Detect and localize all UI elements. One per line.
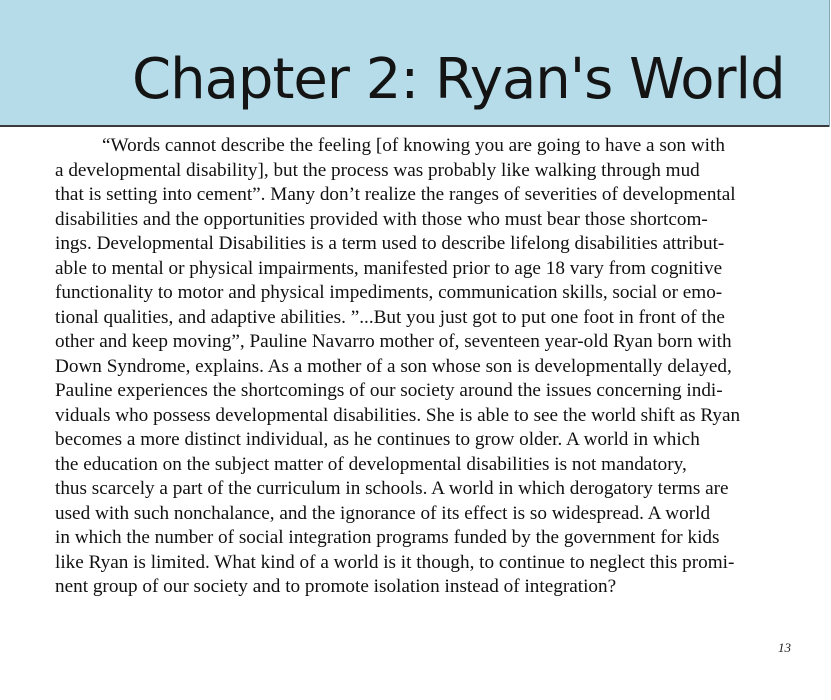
text-line: disabilities and the opportunities provided with those who must bear those shortcom- bbox=[55, 208, 708, 230]
text-line: like Ryan is limited. What kind of a world is it though, to continue to neglect this promi- bbox=[55, 551, 735, 573]
chapter-header-band bbox=[0, 0, 830, 127]
text-line: “Words cannot describe the feeling [of knowing you are going to have a son with bbox=[102, 135, 725, 156]
text-line: viduals who possess developmental disabilities. She is able to see the world shift as Ryan bbox=[55, 404, 741, 426]
text-line: becomes a more distinct individual, as he continues to grow older. A world in which bbox=[55, 429, 700, 450]
text-line: functionality to motor and physical impediments, communication skills, social or emo- bbox=[55, 282, 723, 303]
body-paragraph bbox=[55, 134, 805, 600]
text-line: thus scarcely a part of the curriculum in schools. A world in which derogatory terms are bbox=[55, 478, 729, 499]
text-line: ings. Developmental Disabilities is a term used to describe lifelong disabilities attribut- bbox=[55, 233, 725, 254]
page-number: 13 bbox=[778, 640, 791, 655]
text-line: Pauline experiences the shortcomings of our society around the issues concerning indi- bbox=[55, 380, 723, 401]
text-line: in which the number of social integration programs funded by the government for kids bbox=[55, 527, 720, 548]
text-line: tional qualities, and adaptive abilities. ”...But you just got to put one foot in front of the bbox=[55, 306, 725, 328]
text-line: a developmental disability], but the process was probably like walking through mud bbox=[55, 159, 700, 181]
text-line: that is setting into cement”. Many don’t realize the ranges of severities of developmental bbox=[55, 184, 736, 205]
text-line: used with such nonchalance, and the ignorance of its effect is so widespread. A world bbox=[55, 502, 711, 524]
text-line: the education on the subject matter of developmental disabilities is not mandatory, bbox=[55, 453, 687, 475]
text-line: other and keep moving”, Pauline Navarro mother of, seventeen year-old Ryan born with bbox=[55, 331, 732, 352]
text-line: able to mental or physical impairments, manifested prior to age 18 vary from cognitive bbox=[55, 257, 723, 279]
text-line: nent group of our society and to promote isolation instead of integration? bbox=[55, 576, 617, 597]
chapter-title: Chapter 2: Ryan's World bbox=[132, 47, 785, 112]
text-line: Down Syndrome, explains. As a mother of a son whose son is developmentally delayed, bbox=[55, 355, 732, 377]
